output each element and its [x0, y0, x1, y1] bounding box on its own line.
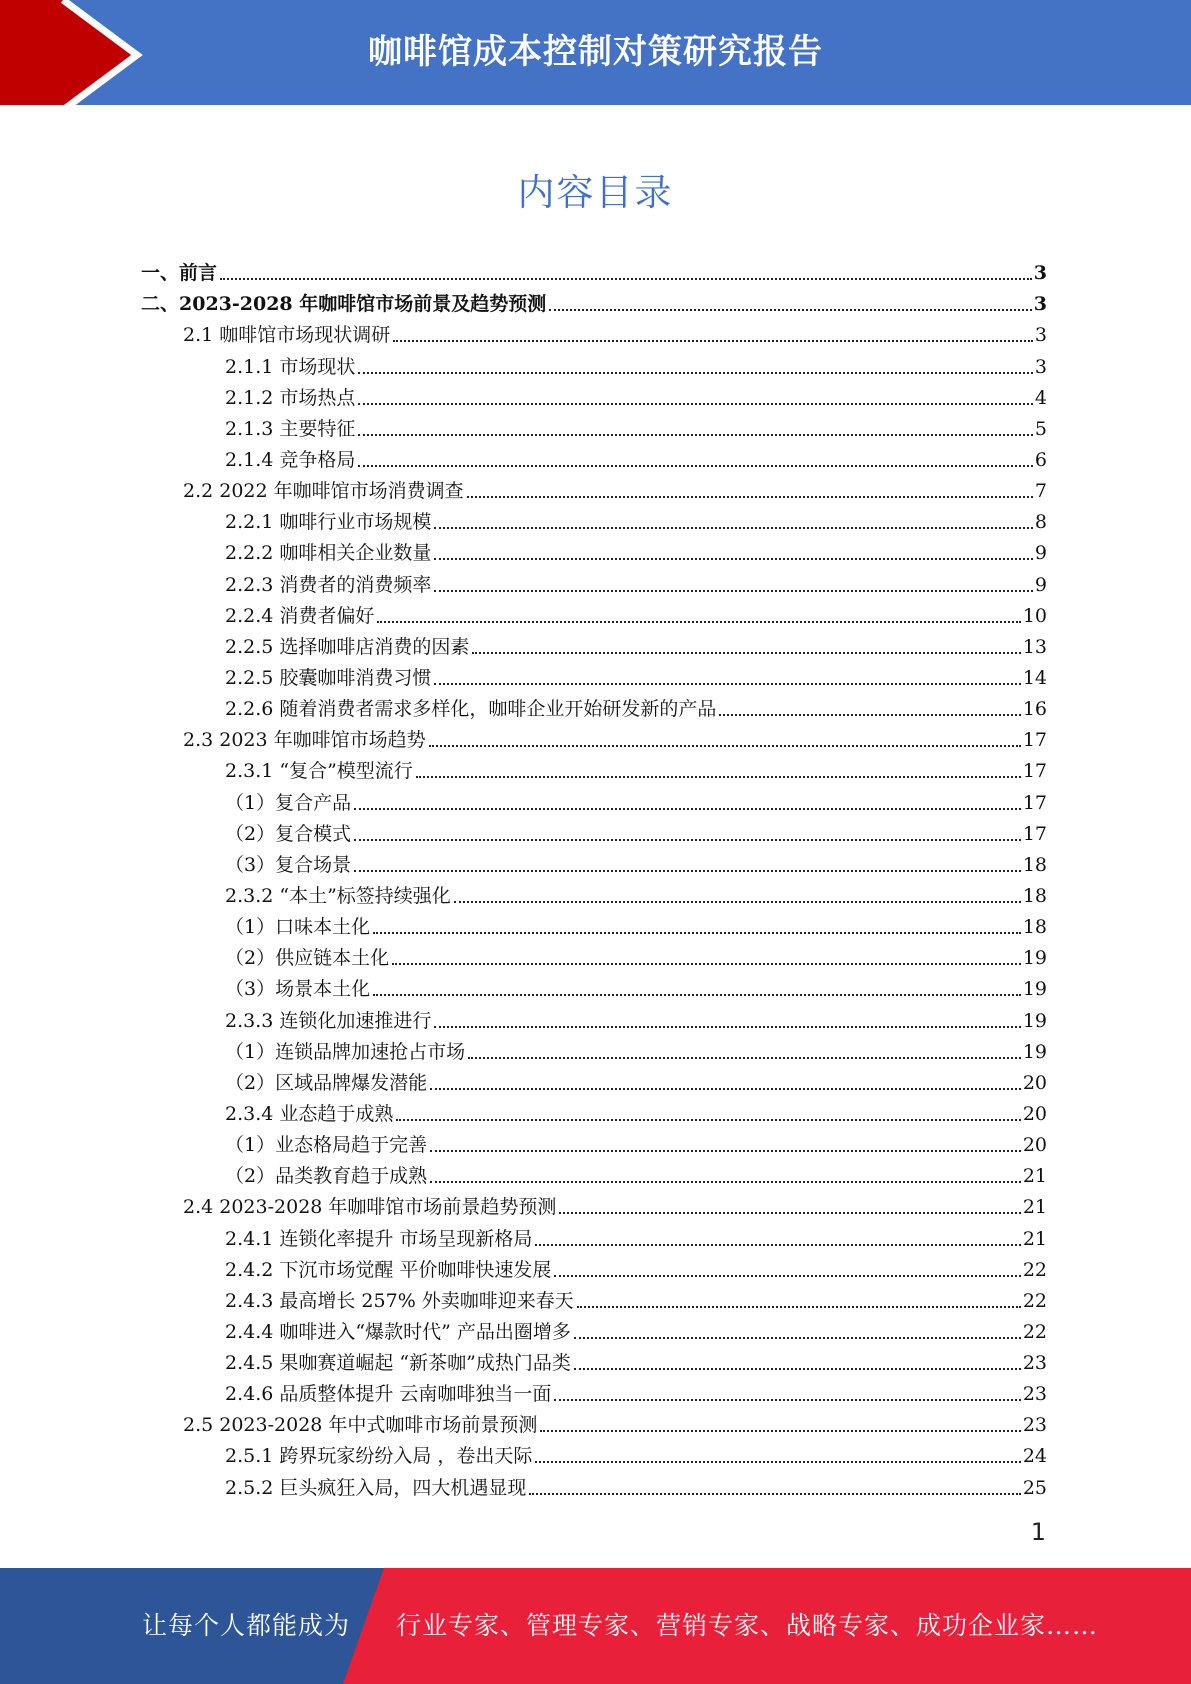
toc-entry[interactable]: [0, 939, 1191, 970]
toc-entry-text: （2）复合模式: [225, 822, 352, 845]
toc-dot-leader: [554, 1398, 1020, 1401]
toc-entry-text: （2）品类教育趋于成熟: [225, 1165, 428, 1188]
toc-dot-leader: [434, 682, 1020, 685]
toc-entry-text: 2.3.4 业态趋于成熟: [225, 1102, 394, 1125]
toc-entry[interactable]: [0, 970, 1191, 1001]
toc-dot-leader: [354, 807, 1021, 810]
toc-entry-page: 4: [1034, 386, 1047, 409]
toc-entry-text: 2.2.1 咖啡行业市场规模: [225, 511, 432, 534]
toc-entry[interactable]: [0, 1344, 1191, 1375]
toc-entry-page: 21: [1022, 1196, 1047, 1219]
toc-entry[interactable]: [0, 1251, 1191, 1282]
toc-entry-page: 23: [1022, 1352, 1047, 1375]
toc-dot-leader: [434, 526, 1033, 529]
toc-entry-page: 21: [1022, 1165, 1047, 1188]
toc-entry-page: 18: [1022, 853, 1047, 876]
toc-entry-page: 9: [1034, 573, 1047, 596]
toc-entry[interactable]: [0, 1468, 1191, 1499]
toc-entry-text: 2.3 2023 年咖啡馆市场趋势: [183, 729, 426, 752]
toc-entry[interactable]: [0, 721, 1191, 752]
toc-entry[interactable]: [0, 877, 1191, 908]
toc-entry[interactable]: [0, 659, 1191, 690]
toc-entry-text: 2.2.5 胶囊咖啡消费习惯: [225, 666, 432, 689]
toc-entry-page: 7: [1034, 480, 1047, 503]
toc-entry-page: 23: [1022, 1383, 1047, 1406]
toc-dot-leader: [559, 1211, 1020, 1214]
toc-dot-leader: [549, 308, 1032, 311]
toc-dot-leader: [434, 1025, 1020, 1028]
toc-entry-text: 2.2 2022 年咖啡馆市场消费调查: [183, 480, 464, 503]
footer-slogan-right: 行业专家、管理专家、营销专家、战略专家、成功企业家……: [396, 1611, 1099, 1640]
toc-entry-page: 20: [1022, 1134, 1047, 1157]
toc-dot-leader: [467, 495, 1033, 498]
toc-entry-page: 22: [1022, 1289, 1047, 1312]
toc-entry-page: 3: [1033, 293, 1047, 316]
toc-entry[interactable]: [0, 1406, 1191, 1437]
toc-entry-text: 2.5.1 跨界玩家纷纷入局 ，卷出天际: [225, 1445, 533, 1468]
toc-entry[interactable]: [0, 1033, 1191, 1064]
toc-dot-leader: [220, 277, 1032, 280]
toc-entry-page: 21: [1022, 1227, 1047, 1250]
toc-entry-text: 2.1.3 主要特征: [225, 417, 356, 440]
toc-entry-page: 6: [1034, 448, 1047, 471]
toc-entry[interactable]: [0, 316, 1191, 347]
toc-entry[interactable]: [0, 846, 1191, 877]
toc-dot-leader: [430, 1149, 1021, 1152]
toc-entry[interactable]: [0, 472, 1191, 503]
footer-slogan-left: 让每个人都能成为: [142, 1611, 351, 1640]
toc-entry[interactable]: [0, 1437, 1191, 1468]
toc-dot-leader: [535, 1243, 1020, 1246]
report-title: 咖啡馆成本控制对策研究报告: [368, 32, 823, 72]
toc-entry[interactable]: [0, 690, 1191, 721]
toc-dot-leader: [377, 620, 1020, 623]
toc-dot-leader: [454, 900, 1021, 903]
toc-entry[interactable]: [0, 752, 1191, 783]
toc-entry-text: 2.4 2023-2028 年咖啡馆市场前景趋势预测: [183, 1196, 557, 1219]
toc-entry-page: 22: [1022, 1320, 1047, 1343]
toc-entry-text: 2.2.6 随着消费者需求多样化，咖啡企业开始研发新的产品: [225, 698, 717, 721]
toc-dot-leader: [416, 775, 1021, 778]
toc-entry-page: 9: [1034, 542, 1047, 565]
toc-entry[interactable]: [0, 503, 1191, 534]
toc-entry-page: 17: [1022, 822, 1047, 845]
toc-entry[interactable]: [0, 254, 1191, 285]
toc-entry[interactable]: [0, 1157, 1191, 1188]
toc-dot-leader: [577, 1305, 1021, 1308]
toc-entry-page: 17: [1022, 791, 1047, 814]
toc-entry-text: （3）复合场景: [225, 853, 352, 876]
toc-dot-leader: [540, 1429, 1020, 1432]
toc-entry-page: 19: [1022, 1009, 1047, 1032]
toc-entry[interactable]: [0, 441, 1191, 472]
toc-entry[interactable]: [0, 1064, 1191, 1095]
toc-dot-leader: [554, 1274, 1020, 1277]
toc-entry[interactable]: [0, 1188, 1191, 1219]
toc-dot-leader: [354, 869, 1021, 872]
toc-entry-text: （1）复合产品: [225, 791, 352, 814]
toc-entry-page: 22: [1022, 1258, 1047, 1281]
toc-dot-leader: [574, 1367, 1021, 1370]
toc-entry[interactable]: [0, 1219, 1191, 1250]
toc-dot-leader: [429, 744, 1021, 747]
toc-entry[interactable]: [0, 908, 1191, 939]
toc-entry-page: 3: [1034, 324, 1047, 347]
toc-entry-text: 2.3.3 连锁化加速推进行: [225, 1009, 432, 1032]
toc-entry-page: 16: [1022, 698, 1047, 721]
toc-entry-page: 20: [1022, 1071, 1047, 1094]
toc-entry-text: 2.2.2 咖啡相关企业数量: [225, 542, 432, 565]
toc-dot-leader: [373, 993, 1021, 996]
toc-entry-page: 17: [1022, 760, 1047, 783]
toc-entry-text: （1）连锁品牌加速抢占市场: [225, 1040, 466, 1063]
toc-entry[interactable]: [0, 1126, 1191, 1157]
toc-entry-page: 14: [1022, 666, 1047, 689]
toc-dot-leader: [468, 1056, 1021, 1059]
toc-entry[interactable]: [0, 1095, 1191, 1126]
toc-dot-leader: [719, 713, 1020, 716]
toc-entry-page: 19: [1022, 1040, 1047, 1063]
toc-entry-text: 2.2.3 消费者的消费频率: [225, 573, 432, 596]
toc-entry[interactable]: [0, 347, 1191, 378]
toc-entry-page: 17: [1022, 729, 1047, 752]
toc-entry-text: （3）场景本土化: [225, 978, 371, 1001]
header-band: [0, 0, 1191, 110]
toc-entry-text: 2.5 2023-2028 年中式咖啡市场前景预测: [183, 1414, 538, 1437]
toc-dot-leader: [434, 589, 1033, 592]
toc-entry-text: 一、前言: [141, 262, 218, 285]
toc-dot-leader: [535, 1460, 1020, 1463]
toc-dot-leader: [373, 931, 1021, 934]
toc-dot-leader: [358, 464, 1033, 467]
toc-entry-text: 2.1.4 竞争格局: [225, 448, 356, 471]
toc-entry-page: 25: [1022, 1476, 1047, 1499]
toc-entry[interactable]: [0, 410, 1191, 441]
toc-entry-page: 19: [1022, 978, 1047, 1001]
toc-dot-leader: [393, 339, 1033, 342]
toc-entry-text: 2.1.1 市场现状: [225, 355, 356, 378]
toc-entry-text: （2）供应链本土化: [225, 947, 390, 970]
toc-entry-text: 2.1 咖啡馆市场现状调研: [183, 324, 391, 347]
toc-entry[interactable]: [0, 1001, 1191, 1032]
toc-dot-leader: [529, 1492, 1020, 1495]
toc-entry-page: 18: [1022, 884, 1047, 907]
toc-entry[interactable]: [0, 1313, 1191, 1344]
toc-entry-page: 3: [1034, 355, 1047, 378]
toc-dot-leader: [434, 557, 1033, 560]
toc-entry[interactable]: [0, 379, 1191, 410]
page-number: 1: [1030, 1518, 1046, 1546]
toc-entry-page: 24: [1022, 1445, 1047, 1468]
toc-entry[interactable]: [0, 1282, 1191, 1313]
toc-entry-text: （1）口味本土化: [225, 916, 371, 939]
toc-entry[interactable]: [0, 783, 1191, 814]
toc-dot-leader: [430, 1180, 1021, 1183]
toc-entry-page: 10: [1022, 604, 1047, 627]
toc-entry-page: 23: [1022, 1414, 1047, 1437]
toc-dot-leader: [396, 1118, 1020, 1121]
footer-band: [0, 1568, 1191, 1684]
toc-entry-text: 2.4.4 咖啡进入“爆款时代” 产品出圈增多: [225, 1320, 571, 1343]
toc-entry[interactable]: [0, 628, 1191, 659]
toc-entry-text: 2.4.6 品质整体提升 云南咖啡独当一面: [225, 1383, 552, 1406]
toc-dot-leader: [574, 1336, 1021, 1339]
toc-entry-page: 13: [1022, 635, 1047, 658]
toc-dot-leader: [358, 402, 1033, 405]
toc-entry[interactable]: [0, 1375, 1191, 1406]
toc-entry-text: 2.5.2 巨头疯狂入局，四大机遇显现: [225, 1476, 527, 1499]
toc-entry[interactable]: [0, 285, 1191, 316]
toc-dot-leader: [358, 433, 1033, 436]
table-of-contents: [0, 254, 1191, 1500]
toc-entry-text: 2.3.1 “复合”模型流行: [225, 760, 413, 783]
toc-entry-text: 2.4.5 果咖赛道崛起 “新茶咖”成热门品类: [225, 1352, 571, 1375]
toc-entry-text: （2）区域品牌爆发潜能: [225, 1071, 428, 1094]
toc-dot-leader: [358, 371, 1033, 374]
toc-entry-page: 8: [1034, 511, 1047, 534]
toc-entry-page: 20: [1022, 1102, 1047, 1125]
toc-entry-text: 2.4.2 下沉市场觉醒 平价咖啡快速发展: [225, 1258, 552, 1281]
toc-entry-text: 2.1.2 市场热点: [225, 386, 356, 409]
toc-dot-leader: [430, 1087, 1021, 1090]
toc-entry-text: 二、2023-2028 年咖啡馆市场前景及趋势预测: [141, 293, 547, 316]
toc-entry-text: 2.3.2 “本土”标签持续强化: [225, 884, 451, 907]
toc-entry-page: 5: [1034, 417, 1047, 440]
toc-entry-text: （1）业态格局趋于完善: [225, 1134, 428, 1157]
toc-entry-text: 2.4.1 连锁化率提升 市场呈现新格局: [225, 1227, 533, 1250]
toc-entry-page: 18: [1022, 916, 1047, 939]
toc-dot-leader: [472, 651, 1020, 654]
toc-entry-page: 3: [1033, 262, 1047, 285]
toc-entry[interactable]: [0, 565, 1191, 596]
toc-heading: 内容目录: [517, 171, 674, 214]
toc-dot-leader: [392, 962, 1021, 965]
toc-entry[interactable]: [0, 534, 1191, 565]
toc-entry-text: 2.2.4 消费者偏好: [225, 604, 375, 627]
toc-entry-page: 19: [1022, 947, 1047, 970]
toc-dot-leader: [354, 838, 1021, 841]
toc-entry-text: 2.4.3 最高增长 257% 外卖咖啡迎来春天: [225, 1289, 574, 1312]
toc-entry[interactable]: [0, 597, 1191, 628]
toc-entry-text: 2.2.5 选择咖啡店消费的因素: [225, 635, 470, 658]
toc-entry[interactable]: [0, 815, 1191, 846]
